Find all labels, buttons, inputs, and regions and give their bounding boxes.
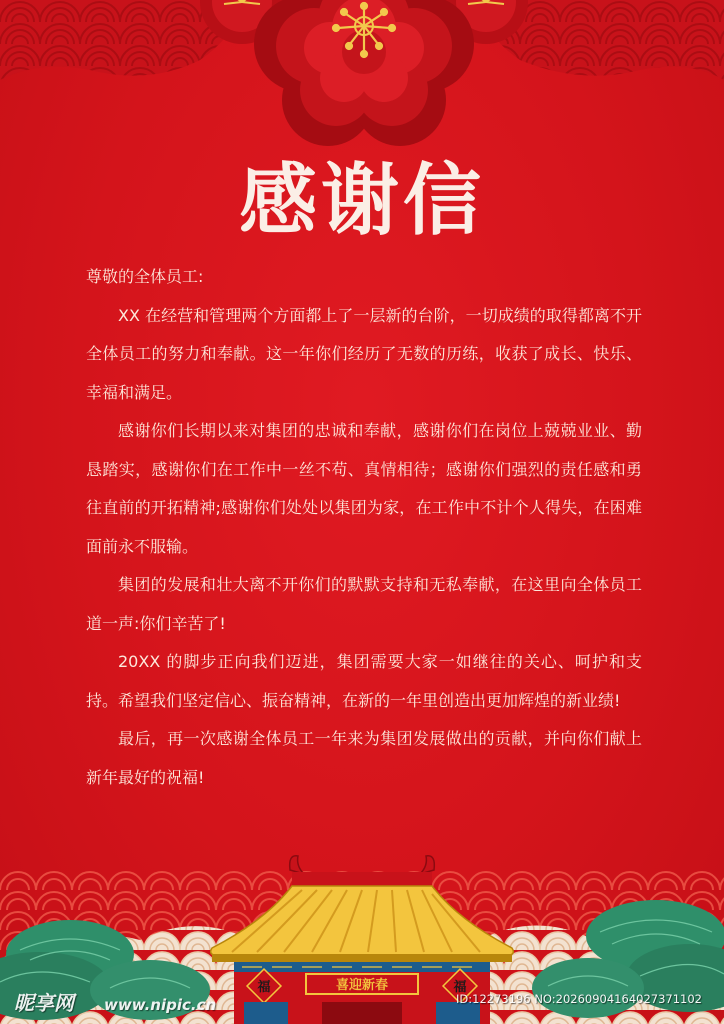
watermark-id: ID:12273196 NO:20260904164027371102 xyxy=(456,992,702,1006)
top-flower-decoration xyxy=(0,0,724,150)
watermark-url: www.nipic.cn xyxy=(104,996,217,1014)
page-title: 感谢信 xyxy=(238,156,485,246)
fu-right: 福 xyxy=(453,980,467,995)
letter-body xyxy=(86,258,642,797)
bottom-palace-decoration xyxy=(0,850,724,1024)
paragraph-2: 感谢你们长期以来对集团的忠诚和奉献，感谢你们在岗位上兢兢业业、勤恳踏实，感谢你们在工作中一丝不苟、真情相待；感谢你们强烈的责任感和勇往直前的开拓精神;感谢你们处处以集团为家，在工作中不计个人得失，在困难面前永不服输。 xyxy=(86,421,642,556)
paragraph-1: XX 在经营和管理两个方面都上了一层新的台阶，一切成绩的取得都离不开全体员工的努力和奉献。这一年你们经历了无数的历练，收获了成长、快乐、幸福和满足。 xyxy=(86,305,642,402)
paragraph-3: 集团的发展和壮大离不开你们的默默支持和无私奉献，在这里向全体员工道一声:你们辛苦了! xyxy=(86,575,642,633)
paragraph-4: 20XX 的脚步正向我们迈进，集团需要大家一如继往的关心、呵护和支持。希望我们坚定信心、振奋精神，在新的一年里创造出更加辉煌的新业绩! xyxy=(86,652,642,710)
greeting: 尊敬的全体员工: xyxy=(86,267,204,286)
watermark-logo: 昵享网 xyxy=(14,991,74,1015)
fu-left: 福 xyxy=(257,980,271,995)
palace-plaque: 喜迎新春 xyxy=(335,978,389,993)
paragraph-5: 最后，再一次感谢全体员工一年来为集团发展做出的贡献，并向你们献上新年最好的祝福! xyxy=(86,729,642,787)
